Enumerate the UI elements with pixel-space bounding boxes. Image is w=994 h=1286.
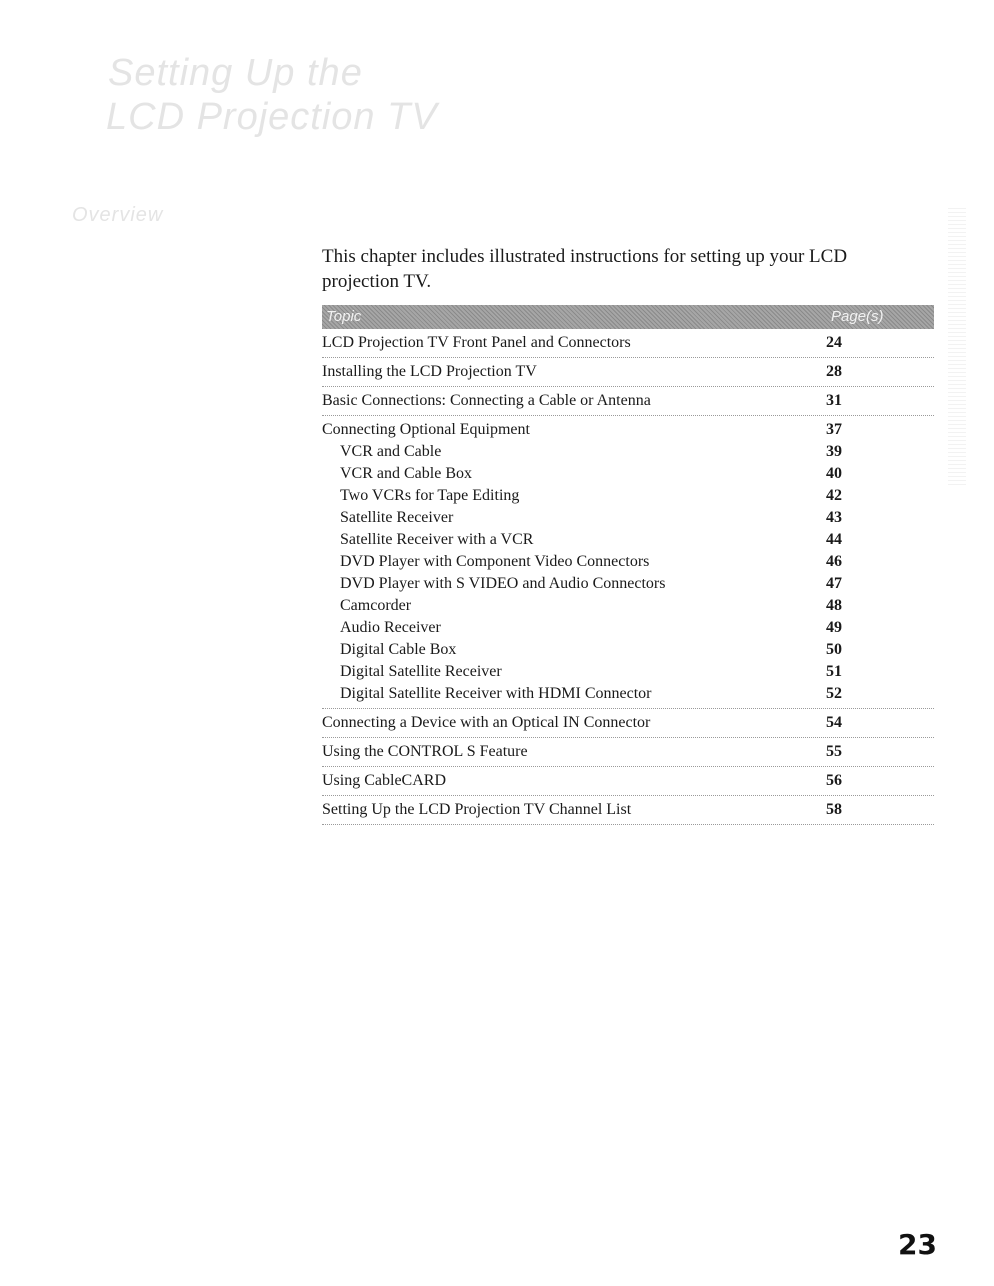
row-page: 37 <box>826 421 842 438</box>
row-page: 42 <box>826 487 842 504</box>
row-topic: Installing the LCD Projection TV <box>322 363 537 380</box>
row-page: 47 <box>826 575 842 592</box>
row-page: 40 <box>826 465 842 482</box>
table-group <box>322 738 934 767</box>
row-topic: LCD Projection TV Front Panel and Connectors <box>322 334 631 351</box>
table-group <box>322 387 934 416</box>
row-page: 39 <box>826 443 842 460</box>
table-row <box>322 770 934 792</box>
header-pages: Page(s) <box>831 308 884 325</box>
row-topic: VCR and Cable <box>340 443 442 460</box>
page-number: 23 <box>898 1228 937 1261</box>
row-page: 48 <box>826 597 842 614</box>
row-page: 43 <box>826 509 842 526</box>
row-topic: Satellite Receiver with a VCR <box>340 531 534 548</box>
table-group <box>322 709 934 738</box>
table-row <box>322 463 934 485</box>
row-topic: Connecting Optional Equipment <box>322 421 530 438</box>
row-topic: Digital Satellite Receiver <box>340 663 502 680</box>
row-topic: Digital Cable Box <box>340 641 457 658</box>
row-page: 28 <box>826 363 842 380</box>
table-row <box>322 639 934 661</box>
row-page: 44 <box>826 531 842 548</box>
table-row <box>322 332 934 354</box>
row-page: 50 <box>826 641 842 658</box>
row-page: 46 <box>826 553 842 570</box>
table-row <box>322 712 934 734</box>
table-row <box>322 799 934 821</box>
table-body <box>322 329 934 825</box>
table-header <box>322 305 934 329</box>
table-row <box>322 661 934 683</box>
table-row <box>322 361 934 383</box>
row-page: 52 <box>826 685 842 702</box>
row-page: 51 <box>826 663 842 680</box>
row-topic: Using the CONTROL S Feature <box>322 743 528 760</box>
row-topic: Digital Satellite Receiver with HDMI Connector <box>340 685 652 702</box>
table-group <box>322 796 934 825</box>
table-row <box>322 595 934 617</box>
table-row <box>322 485 934 507</box>
table-row <box>322 573 934 595</box>
row-topic: Camcorder <box>340 597 412 614</box>
row-topic: Basic Connections: Connecting a Cable or Antenna <box>322 392 651 409</box>
row-topic: Audio Receiver <box>340 619 441 636</box>
topics-table <box>322 305 934 825</box>
row-topic: Setting Up the LCD Projection TV Channel List <box>322 801 632 818</box>
row-topic: VCR and Cable Box <box>340 465 472 482</box>
table-row <box>322 507 934 529</box>
chapter-title-watermark-line2: LCD Projection TV <box>106 96 438 138</box>
row-topic: Satellite Receiver <box>340 509 454 526</box>
table-group <box>322 329 934 358</box>
row-page: 55 <box>826 743 842 760</box>
section-label-watermark: Overview <box>72 204 164 226</box>
row-page: 49 <box>826 619 842 636</box>
table-row <box>322 529 934 551</box>
row-page: 58 <box>826 801 842 818</box>
chapter-title-watermark-line1: Setting Up the <box>108 52 363 94</box>
table-row <box>322 419 934 441</box>
table-row <box>322 441 934 463</box>
table-row <box>322 741 934 763</box>
row-topic: DVD Player with S VIDEO and Audio Connectors <box>340 575 666 592</box>
chapter-tab-watermark <box>948 205 966 485</box>
row-topic: Two VCRs for Tape Editing <box>340 487 520 504</box>
intro-paragraph: This chapter includes illustrated instructions for setting up your LCD projection TV. <box>322 246 848 292</box>
table-row <box>322 551 934 573</box>
row-topic: Connecting a Device with an Optical IN Connector <box>322 714 651 731</box>
header-topic: Topic <box>326 308 362 325</box>
table-group <box>322 767 934 796</box>
table-group <box>322 358 934 387</box>
row-page: 54 <box>826 714 842 731</box>
table-row <box>322 683 934 705</box>
row-page: 56 <box>826 772 842 789</box>
row-topic: DVD Player with Component Video Connectors <box>340 553 650 570</box>
row-page: 24 <box>826 334 842 351</box>
table-row <box>322 617 934 639</box>
table-group <box>322 416 934 709</box>
row-topic: Using CableCARD <box>322 772 446 789</box>
table-row <box>322 390 934 412</box>
row-page: 31 <box>826 392 842 409</box>
